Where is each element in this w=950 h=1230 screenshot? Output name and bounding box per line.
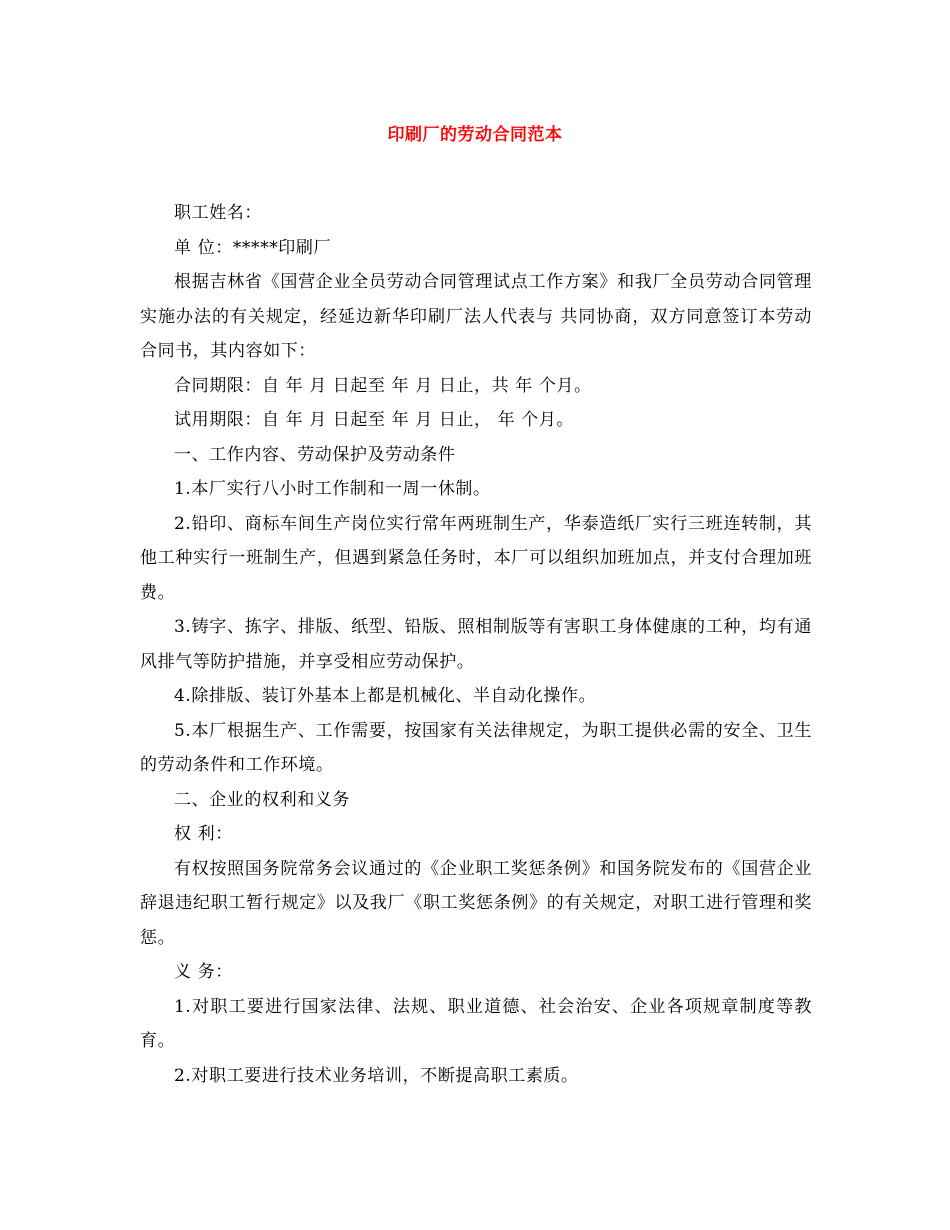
clause-5-safety-conditions: 5.本厂根据生产、工作需要，按国家有关法律规定，为职工提供必需的安全、卫生的劳动条件和工作环境。 bbox=[140, 720, 812, 775]
paragraph-rights: 有权按照国务院常务会议通过的《企业职工奖惩条例》和国务院发布的《国营企业辞退违纪职工暂行规定》以及我厂《职工奖惩条例》的有关规定，对职工进行管理和奖惩。 bbox=[140, 858, 812, 948]
clause-4-mechanization: 4.除排版、装订外基本上都是机械化、半自动化操作。 bbox=[174, 686, 597, 706]
paragraph-employer-unit: 单 位：*****印刷厂 bbox=[174, 237, 332, 258]
duty-2-training: 2.对职工要进行技术业务培训，不断提高职工素质。 bbox=[174, 1065, 579, 1086]
paragraph-contract-term: 合同期限：自 年 月 日起至 年 月 日止，共 年 个月。 bbox=[174, 375, 592, 396]
document-title: 印刷厂的劳动合同范本 bbox=[387, 125, 563, 145]
paragraph-preamble: 根据吉林省《国营企业全员劳动合同管理试点工作方案》和我厂全员劳动合同管理实施办法的有关规定，经延边新华印刷厂法人代表与 共同协商，双方同意签订本劳动合同书，其内容如下： bbox=[140, 272, 812, 361]
section-heading-work-conditions: 一、工作内容、劳动保护及劳动条件 bbox=[174, 444, 456, 465]
paragraph-probation-term: 试用期限：自 年 月 日起至 年 月 日止， 年 个月。 bbox=[174, 410, 575, 430]
clause-2-shifts: 2.铅印、商标车间生产岗位实行常年两班制生产，华泰造纸厂实行三班连转制，其他工种实行一班制生产，但遇到紧急任务时，本厂可以组织加班加点，并支付合理加班费。 bbox=[140, 513, 812, 603]
clause-1-working-hours: 1.本厂实行八小时工作制和一周一休制。 bbox=[174, 479, 491, 499]
paragraph-employee-name: 职工姓名： bbox=[174, 203, 262, 223]
duty-1-education: 1.对职工要进行国家法律、法规、职业道德、社会治安、企业各项规章制度等教育。 bbox=[140, 996, 812, 1051]
subheading-rights: 权 利： bbox=[174, 824, 233, 844]
clause-3-hazard-protection: 3.铸字、拣字、排版、纸型、铅版、照相制版等有害职工身体健康的工种，均有通风排气等防护措施，并享受相应劳动保护。 bbox=[140, 617, 812, 672]
section-heading-rights-duties: 二、企业的权利和义务 bbox=[174, 789, 350, 810]
subheading-duties: 义 务： bbox=[174, 962, 233, 982]
document-body bbox=[140, 196, 812, 1093]
